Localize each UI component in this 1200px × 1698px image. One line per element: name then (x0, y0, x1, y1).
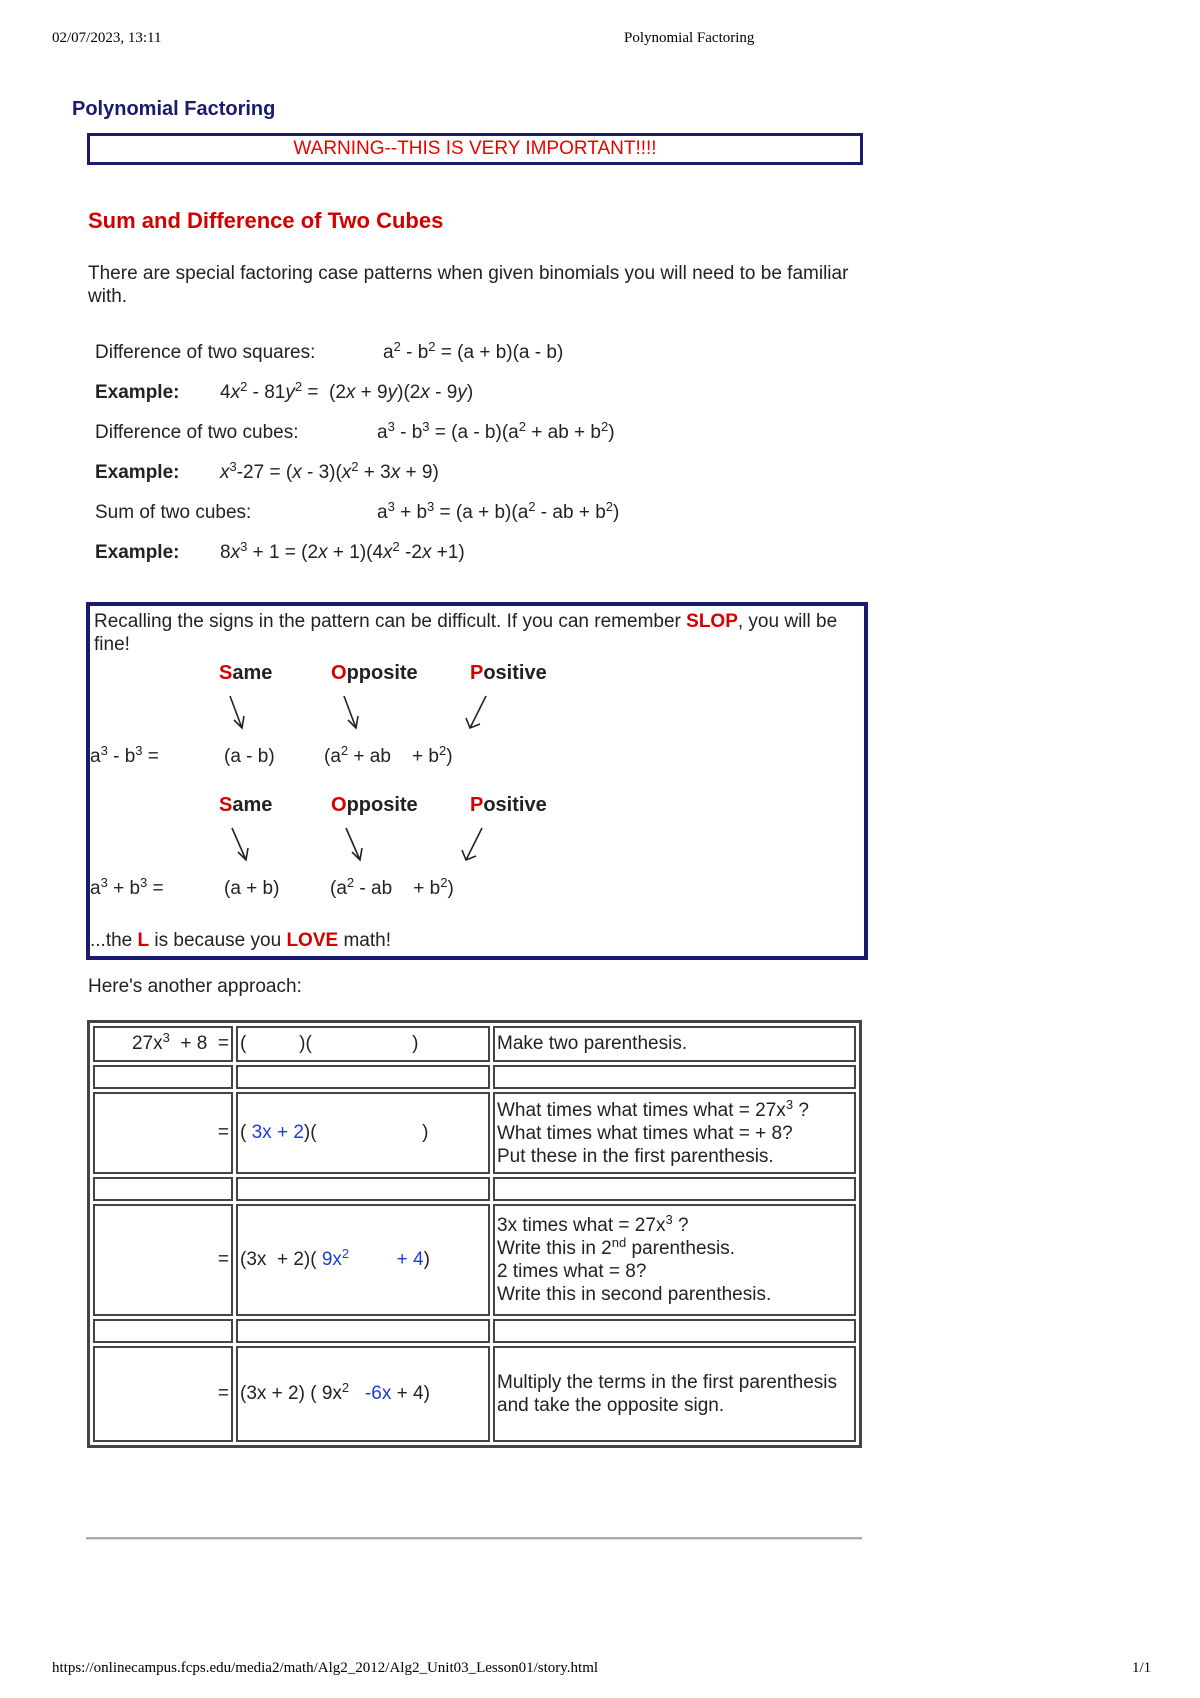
pattern-sum-cubes (95, 499, 620, 524)
pattern-diff-squares (95, 339, 564, 364)
table-row (93, 1346, 856, 1442)
table-row (93, 1177, 856, 1201)
sum-cubes-factor2: ($a^2$ - ab + $b^2$) (330, 875, 454, 899)
pattern-label: Difference of two cubes: (95, 422, 299, 443)
formula: $a^3 - b^3 = (a - b)(a^2$ + ab + $b^2$) (377, 419, 615, 443)
formula: $x^3-27 = (x - 3)(x^2 + 3x + 9)$ (220, 459, 439, 483)
intro-paragraph: There are special factoring case patterns when given binomials you will need to be familiar with. (88, 263, 849, 307)
slop-outro: ...the L is because you LOVE math! (90, 930, 392, 951)
print-doc-title: Polynomial Factoring (624, 30, 755, 46)
horizontal-rule (86, 1537, 862, 1540)
label-same: Same (219, 794, 273, 816)
label-positive: Positive (470, 662, 547, 684)
slop-mnemonic-box (86, 602, 868, 960)
table-cell: (3x + 2) ( $9x^2$ -6x + 4) (236, 1346, 490, 1442)
table-cell: (3x + 2)( $9x^2$ + 4) (236, 1204, 490, 1316)
pattern-label: Difference of two squares: (95, 342, 316, 363)
example-label: Example: (95, 542, 180, 563)
print-url: https://onlinecampus.fcps.edu/media2/math/Alg2_2012/Alg2_Unit03_Lesson01/story.html (52, 1660, 599, 1676)
section-title: Sum and Difference of Two Cubes (88, 208, 444, 233)
table-cell: ( 3x + 2)( ) (236, 1092, 490, 1174)
warning-text: WARNING--THIS IS VERY IMPORTANT!!!! (293, 138, 657, 159)
table-row (93, 1065, 856, 1089)
table-cell: = (93, 1346, 233, 1442)
example-label: Example: (95, 382, 180, 403)
table-cell: = (93, 1204, 233, 1316)
table-cell: 3x times what = $27x^3$ ? Write this in 2nd parenthesis. 2 times what = 8? Write this in second parenthesis. (493, 1204, 856, 1316)
diff-cubes-factor2: ($a^2$ + ab + $b^2$) (324, 743, 453, 767)
diff-cubes-lhs: $a^3 - b^3$ = (90, 743, 159, 767)
table-cell: = (93, 1092, 233, 1174)
print-datetime: 02/07/2023, 13:11 (52, 30, 162, 46)
sum-cubes-lhs: $a^3 + b^3$ = (90, 875, 164, 899)
arrow-icons-top (220, 694, 540, 738)
label-opposite: Opposite (331, 794, 418, 816)
table-row (93, 1204, 856, 1316)
formula: $a^3 + b^3 = (a + b)(a^2$ - ab + $b^2$) (377, 499, 620, 523)
formula: $8x^3 + 1 = (2x + 1)(4x^2$ -2x +1) (220, 539, 465, 563)
another-approach-text: Here's another approach: (88, 976, 302, 997)
slop-intro: Recalling the signs in the pattern can be difficult. If you can remember SLOP, you will be fine! (94, 611, 838, 655)
table-cell: Make two parenthesis. (493, 1026, 856, 1062)
formula: $4x^2 - 81y^2 = (2x + 9y)(2x - 9y)$ (220, 379, 474, 403)
factoring-steps-table (87, 1020, 862, 1448)
pattern-label: Sum of two cubes: (95, 502, 252, 523)
arrow-icons-bottom (220, 826, 540, 870)
page-title: Polynomial Factoring (72, 98, 276, 120)
label-positive: Positive (470, 794, 547, 816)
sum-cubes-factor1: (a + b) (224, 878, 280, 899)
example-sum-cubes (95, 539, 465, 564)
formula: $a^2 - b^2 = (a + b)(a - b)$ (383, 339, 564, 363)
diff-cubes-factor1: (a - b) (224, 746, 275, 767)
pattern-diff-cubes (95, 419, 615, 444)
table-cell: What times what times what = $27x^3$ ? What times what times what = + 8? Put these in the first parenthesis. (493, 1092, 856, 1174)
slop-word: SLOP (686, 611, 738, 632)
table-row (93, 1092, 856, 1174)
warning-box (87, 133, 863, 165)
table-cell: $27x^3 + 8$ = (93, 1026, 233, 1062)
print-page-number: 1/1 (1132, 1660, 1152, 1676)
table-cell: ( )( ) (236, 1026, 490, 1062)
label-same: Same (219, 662, 273, 684)
example-label: Example: (95, 462, 180, 483)
table-row (93, 1026, 856, 1062)
table-row (93, 1319, 856, 1343)
example-diff-cubes (95, 459, 439, 484)
example-diff-squares (95, 379, 474, 404)
table-cell: Multiply the terms in the first parenthesis and take the opposite sign. (493, 1346, 856, 1442)
label-opposite: Opposite (331, 662, 418, 684)
